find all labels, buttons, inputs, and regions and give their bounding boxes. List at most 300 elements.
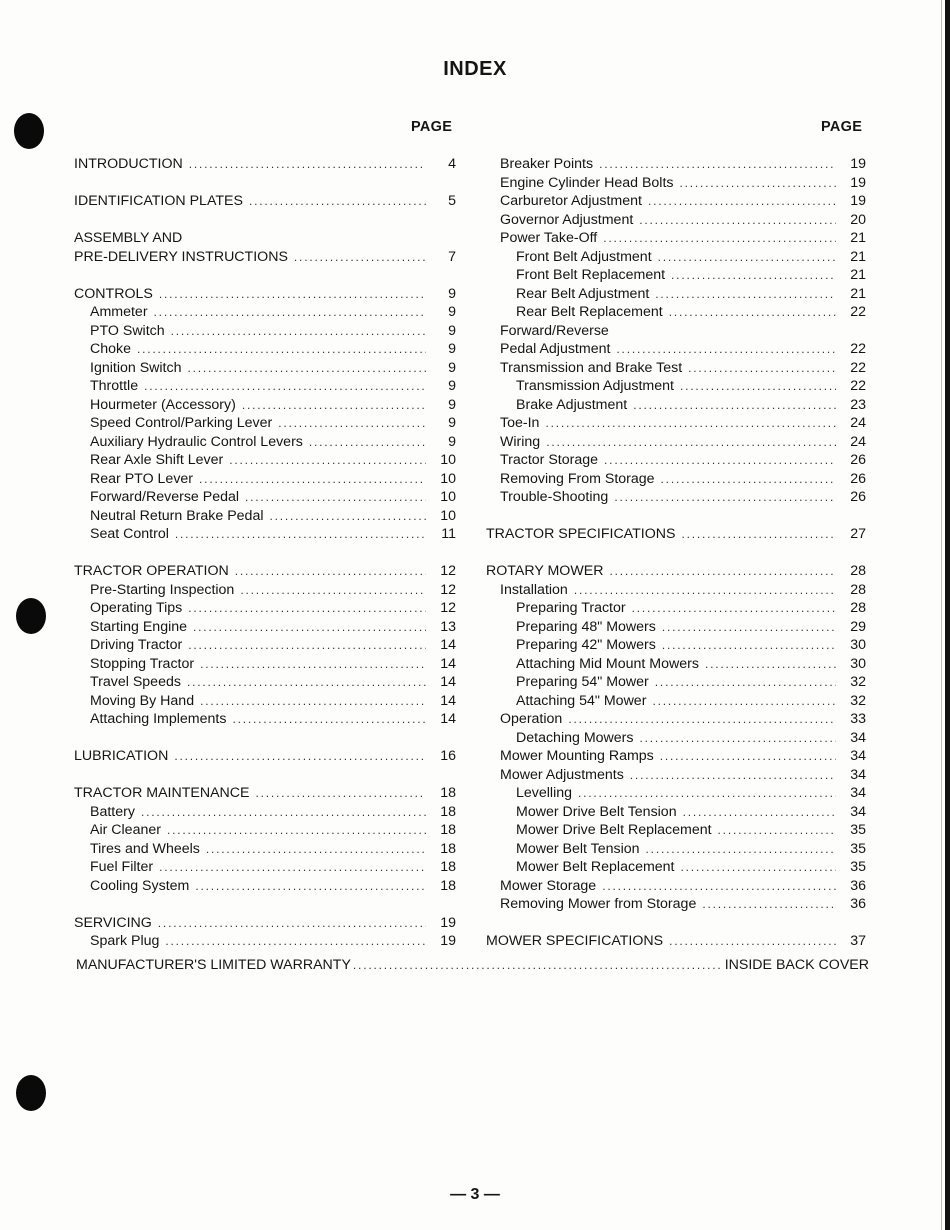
index-entry[interactable] [74, 599, 456, 618]
index-entry[interactable] [486, 581, 866, 600]
index-entry-label: MANUFACTURER'S LIMITED WARRANTY [76, 957, 351, 973]
index-entry[interactable] [486, 784, 866, 803]
index-entry[interactable] [486, 747, 866, 766]
dot-leader [294, 248, 426, 267]
dot-leader [144, 377, 426, 396]
index-entry-page: 19 [850, 174, 866, 191]
index-entry[interactable] [486, 710, 866, 729]
dot-leader [681, 858, 837, 877]
index-entry-page: 18 [440, 822, 456, 838]
index-entry-page: 12 [440, 563, 456, 579]
index-entry-label: Trouble-Shooting [500, 489, 609, 505]
index-entry-label: Carburetor Adjustment [500, 193, 642, 209]
index-entry[interactable] [74, 784, 456, 803]
index-entry[interactable] [486, 840, 866, 859]
index-entry-label: TRACTOR OPERATION [74, 563, 229, 579]
index-entry[interactable] [486, 895, 866, 914]
index-entry-page: 10 [440, 470, 456, 487]
page-title: INDEX [443, 58, 507, 80]
dot-leader [232, 710, 426, 729]
index-entry-page: 35 [850, 840, 866, 857]
index-entry[interactable] [486, 192, 866, 211]
index-entry [486, 322, 866, 341]
index-entry-page: 21 [850, 285, 866, 302]
dot-leader [141, 803, 426, 822]
index-entry[interactable] [486, 340, 866, 359]
dot-leader [660, 747, 836, 766]
index-entry-label: TRACTOR SPECIFICATIONS [486, 526, 676, 542]
index-entry-label: Rear Belt Replacement [516, 304, 663, 320]
dot-leader [165, 932, 426, 951]
index-entry[interactable] [486, 932, 866, 951]
dot-leader [604, 451, 836, 470]
index-entry-label: Rear PTO Lever [90, 470, 194, 487]
index-entry[interactable] [74, 932, 456, 951]
warranty-entry[interactable] [76, 957, 869, 973]
index-entry-label: Mower Belt Replacement [516, 859, 675, 875]
index-entry-page: 18 [440, 785, 456, 801]
index-entry-label: Breaker Points [500, 156, 594, 172]
index-entry[interactable] [486, 636, 866, 655]
dot-leader [154, 303, 426, 322]
dot-leader [702, 895, 836, 914]
index-entry-page: 14 [440, 637, 456, 653]
index-entry[interactable] [74, 488, 456, 507]
index-entry-label: INTRODUCTION [74, 156, 183, 172]
index-entry-page: 28 [850, 600, 866, 616]
index-entry-label: Moving By Hand [90, 692, 195, 709]
index-entry-page: 20 [850, 211, 866, 228]
index-entry[interactable] [74, 525, 456, 544]
dot-leader [655, 285, 836, 304]
binder-hole [16, 598, 46, 634]
dot-leader [193, 618, 426, 637]
index-entry-label: Tires and Wheels [90, 840, 200, 857]
index-entry-label: PRE-DELIVERY INSTRUCTIONS [74, 248, 288, 265]
index-entry-page: 35 [850, 859, 866, 875]
index-entry-label: Engine Cylinder Head Bolts [500, 174, 674, 191]
dot-leader [199, 470, 426, 489]
index-entry-label: Stopping Tractor [90, 655, 195, 672]
index-entry-page: 10 [440, 489, 456, 505]
index-entry-label: Air Cleaner [90, 822, 161, 838]
index-entry-label: Hourmeter (Accessory) [90, 396, 236, 413]
dot-leader [200, 692, 426, 711]
index-entry-page: 11 [441, 526, 456, 542]
dot-leader [680, 377, 836, 396]
dot-leader [578, 784, 836, 803]
dot-leader [270, 507, 427, 526]
index-entry[interactable] [74, 692, 456, 711]
index-entry[interactable] [486, 562, 866, 581]
dot-leader [705, 655, 836, 674]
index-column-right [486, 155, 866, 951]
dot-leader [200, 655, 426, 674]
index-entry-label: Preparing 42" Mowers [516, 637, 656, 653]
index-entry-label: Auxiliary Hydraulic Control Levers [90, 433, 303, 450]
index-entry[interactable] [74, 710, 456, 729]
index-entry-label: Governor Adjustment [500, 211, 634, 228]
index-entry-page: 22 [850, 304, 866, 320]
index-entry[interactable] [74, 377, 456, 396]
dot-leader [137, 340, 426, 359]
dot-leader [681, 525, 836, 544]
index-entry[interactable] [74, 359, 456, 378]
index-entry-label: Attaching 54" Mower [516, 692, 647, 709]
dot-leader [655, 673, 836, 692]
dot-leader [353, 958, 723, 972]
page-column-heading-right: PAGE [821, 119, 863, 135]
index-entry[interactable] [74, 322, 456, 341]
index-entry[interactable] [74, 285, 456, 304]
index-entry-page: 34 [850, 729, 866, 746]
index-entry[interactable] [74, 340, 456, 359]
index-entry[interactable] [74, 747, 456, 766]
dot-leader [599, 155, 836, 174]
index-entry-label: Operating Tips [90, 600, 183, 616]
index-entry-label: Forward/Reverse Pedal [90, 489, 240, 505]
index-entry[interactable] [486, 248, 866, 267]
dot-leader [187, 673, 426, 692]
index-entry[interactable] [74, 636, 456, 655]
index-entry-label: Attaching Implements [90, 711, 227, 727]
index-entry-label: Speed Control/Parking Lever [90, 415, 273, 431]
dot-leader [188, 599, 426, 618]
index-entry[interactable] [486, 174, 866, 193]
index-entry-label: PTO Switch [90, 322, 165, 339]
index-entry-page: 9 [448, 341, 456, 357]
index-entry-page: 32 [850, 692, 866, 709]
dot-leader [609, 562, 836, 581]
index-entry-label: Driving Tractor [90, 637, 183, 653]
index-entry-page: 19 [440, 914, 456, 931]
index-entry-label: Mower Mounting Ramps [500, 748, 654, 764]
index-entry-page: 18 [440, 877, 456, 894]
index-entry-page: 26 [850, 489, 866, 505]
index-entry[interactable] [74, 840, 456, 859]
index-entry [74, 229, 456, 248]
index-entry-label: MOWER SPECIFICATIONS [486, 933, 664, 949]
index-entry[interactable] [74, 655, 456, 674]
index-entry-label: Tractor Storage [500, 452, 599, 468]
index-entry[interactable] [486, 414, 866, 433]
scan-edge [945, 0, 950, 1230]
index-entry-label: Mower Storage [500, 877, 597, 894]
dot-leader [632, 599, 836, 618]
index-entry-label: Installation [500, 581, 568, 598]
index-entry[interactable] [486, 766, 866, 785]
index-entry-label: Cooling System [90, 877, 190, 894]
index-entry-page: 28 [850, 563, 866, 579]
dot-leader [680, 174, 837, 193]
index-entry[interactable] [74, 451, 456, 470]
index-entry-label: Toe-In [500, 415, 540, 431]
index-entry-page: 19 [850, 193, 866, 209]
dot-leader [249, 192, 426, 211]
index-entry-label: Brake Adjustment [516, 396, 628, 413]
index-entry[interactable] [486, 525, 866, 544]
index-entry-label: Preparing Tractor [516, 600, 626, 616]
index-entry-page: 36 [850, 877, 866, 894]
index-entry[interactable] [74, 673, 456, 692]
index-entry-label: Rear Axle Shift Lever [90, 452, 224, 468]
index-entry[interactable] [74, 914, 456, 933]
dot-leader [688, 359, 836, 378]
dot-leader [159, 285, 426, 304]
index-entry[interactable] [74, 507, 456, 526]
index-entry-page: INSIDE BACK COVER [724, 957, 869, 973]
index-entry-label: Mower Adjustments [500, 766, 624, 783]
index-entry[interactable] [74, 414, 456, 433]
index-entry-label: ROTARY MOWER [486, 563, 604, 579]
dot-leader [603, 229, 836, 248]
dot-leader [546, 433, 836, 452]
index-entry-page: 26 [850, 470, 866, 487]
index-entry-label: Forward/Reverse [500, 322, 609, 339]
index-entry-label: Travel Speeds [90, 674, 181, 690]
index-entry-page: 9 [448, 322, 456, 339]
dot-leader [718, 821, 836, 840]
index-entry[interactable] [74, 803, 456, 822]
index-entry[interactable] [486, 285, 866, 304]
index-entry[interactable] [74, 858, 456, 877]
index-entry-label: TRACTOR MAINTENANCE [74, 785, 250, 801]
index-entry-page: 34 [850, 748, 866, 764]
index-entry-label: Fuel Filter [90, 859, 154, 875]
index-entry[interactable] [486, 599, 866, 618]
index-entry-label: Operation [500, 711, 563, 727]
index-entry-page: 26 [850, 452, 866, 468]
dot-leader [188, 636, 426, 655]
dot-leader [195, 877, 426, 896]
page-column-heading-left: PAGE [411, 119, 453, 135]
dot-leader [639, 211, 836, 230]
index-entry-label: ASSEMBLY AND [74, 230, 183, 246]
index-entry-label: Rear Belt Adjustment [516, 285, 650, 302]
index-entry-page: 36 [850, 896, 866, 912]
index-entry[interactable] [486, 266, 866, 285]
dot-leader [187, 359, 426, 378]
index-entry[interactable] [486, 470, 866, 489]
dot-leader [158, 914, 426, 933]
index-entry-page: 12 [440, 600, 456, 616]
index-entry[interactable] [74, 618, 456, 637]
dot-leader [245, 488, 426, 507]
dot-leader [662, 636, 836, 655]
index-column-left [74, 155, 456, 951]
index-entry-page: 7 [448, 248, 456, 265]
index-entry[interactable] [74, 192, 456, 211]
dot-leader [229, 451, 426, 470]
index-entry-page: 34 [850, 766, 866, 783]
index-entry[interactable] [486, 451, 866, 470]
index-entry-page: 9 [448, 304, 456, 320]
index-entry[interactable] [486, 729, 866, 748]
dot-leader [662, 618, 836, 637]
index-entry-page: 37 [850, 933, 866, 949]
index-entry-page: 18 [440, 859, 456, 875]
index-entry[interactable] [486, 655, 866, 674]
index-entry-page: 24 [850, 415, 866, 431]
index-entry-page: 16 [440, 748, 456, 764]
index-entry-page: 13 [440, 618, 456, 635]
index-entry-label: Neutral Return Brake Pedal [90, 507, 264, 524]
dot-leader [661, 470, 836, 489]
index-entry-page: 14 [440, 692, 456, 709]
dot-leader [240, 581, 426, 600]
index-entry-page: 14 [440, 711, 456, 727]
index-entry-label: Detaching Mowers [516, 729, 634, 746]
index-entry-label: Seat Control [90, 526, 169, 542]
index-entry-label: Mower Drive Belt Replacement [516, 822, 712, 838]
index-entry[interactable] [74, 821, 456, 840]
dot-leader [235, 562, 426, 581]
dot-leader [174, 747, 426, 766]
index-entry[interactable] [486, 488, 866, 507]
dot-leader [646, 840, 836, 859]
dot-leader [574, 581, 836, 600]
index-entry[interactable] [486, 211, 866, 230]
scan-edge-line [941, 0, 942, 1230]
index-entry-page: 9 [448, 415, 456, 431]
index-entry[interactable] [486, 821, 866, 840]
index-entry-page: 33 [850, 711, 866, 727]
index-entry-page: 9 [448, 378, 456, 394]
index-entry-label: Removing Mower from Storage [500, 896, 697, 912]
index-entry-page: 22 [850, 378, 866, 394]
index-entry[interactable] [486, 433, 866, 452]
dot-leader [616, 340, 836, 359]
index-entry-label: Removing From Storage [500, 470, 655, 487]
index-entry-label: LUBRICATION [74, 748, 169, 764]
index-entry-label: Wiring [500, 433, 541, 450]
index-entry[interactable] [486, 877, 866, 896]
binder-hole [14, 113, 44, 149]
dot-leader [189, 155, 426, 174]
index-entry-page: 35 [850, 822, 866, 838]
dot-leader [278, 414, 426, 433]
index-entry-page: 14 [440, 674, 456, 690]
dot-leader [658, 248, 836, 267]
index-entry-label: Front Belt Replacement [516, 267, 666, 283]
index-entry-page: 12 [440, 581, 456, 598]
index-entry-label: SERVICING [74, 914, 152, 931]
index-entry-page: 4 [448, 156, 456, 172]
dot-leader [242, 396, 426, 415]
index-entry[interactable] [486, 155, 866, 174]
dot-leader [171, 322, 426, 341]
index-entry[interactable] [486, 396, 866, 415]
index-entry-page: 21 [850, 230, 866, 246]
index-entry-page: 14 [440, 655, 456, 672]
index-entry-label: Attaching Mid Mount Mowers [516, 655, 699, 672]
index-entry-page: 27 [850, 526, 866, 542]
index-entry-label: Mower Belt Tension [516, 840, 640, 857]
dot-leader [669, 932, 836, 951]
index-entry-label: Transmission and Brake Test [500, 359, 683, 376]
index-entry-page: 28 [850, 581, 866, 598]
index-entry-page: 22 [850, 359, 866, 376]
index-entry-page: 19 [440, 933, 456, 949]
index-entry[interactable] [486, 229, 866, 248]
index-entry-label: IDENTIFICATION PLATES [74, 193, 243, 209]
index-entry-page: 9 [448, 433, 456, 450]
index-entry[interactable] [486, 858, 866, 877]
index-entry-label: Preparing 54" Mower [516, 674, 649, 690]
index-entry-label: Levelling [516, 785, 573, 801]
index-entry-label: Pedal Adjustment [500, 341, 611, 357]
index-entry[interactable] [74, 562, 456, 581]
index-entry[interactable] [74, 303, 456, 322]
index-entry-page: 18 [440, 803, 456, 820]
index-entry-page: 29 [850, 618, 866, 635]
index-entry[interactable] [486, 803, 866, 822]
index-entry[interactable] [74, 433, 456, 452]
index-entry-label: Battery [90, 803, 135, 820]
index-entry-label: Ammeter [90, 304, 148, 320]
index-entry-page: 34 [850, 785, 866, 801]
index-entry[interactable] [486, 359, 866, 378]
index-entry-page: 10 [440, 452, 456, 468]
index-entry-page: 21 [850, 248, 866, 265]
index-entry[interactable] [74, 581, 456, 600]
dot-leader [633, 396, 836, 415]
dot-leader [630, 766, 836, 785]
dot-leader [159, 858, 426, 877]
index-entry[interactable] [486, 673, 866, 692]
binder-hole [16, 1075, 46, 1111]
dot-leader [602, 877, 836, 896]
index-entry[interactable] [74, 877, 456, 896]
index-entry-page: 30 [850, 655, 866, 672]
index-entry-page: 34 [850, 803, 866, 820]
index-entry-label: CONTROLS [74, 285, 153, 302]
dot-leader [648, 192, 836, 211]
index-entry[interactable] [486, 303, 866, 322]
dot-leader [167, 821, 426, 840]
index-entry-page: 24 [850, 433, 866, 450]
index-entry-label: Mower Drive Belt Tension [516, 803, 677, 820]
dot-leader [683, 803, 836, 822]
index-entry-page: 22 [850, 341, 866, 357]
index-entry-label: Power Take-Off [500, 230, 598, 246]
index-entry[interactable] [74, 155, 456, 174]
index-entry-label: Preparing 48" Mowers [516, 618, 656, 635]
dot-leader [568, 710, 836, 729]
index-entry-page: 30 [850, 637, 866, 653]
dot-leader [614, 488, 836, 507]
index-entry[interactable] [74, 470, 456, 489]
dot-leader [309, 433, 426, 452]
index-entry-page: 19 [850, 156, 866, 172]
index-entry-page: 23 [850, 396, 866, 413]
index-entry-page: 9 [448, 396, 456, 413]
index-entry[interactable] [74, 248, 456, 267]
index-entry-label: Pre-Starting Inspection [90, 581, 235, 598]
dot-leader [256, 784, 426, 803]
index-entry-label: Choke [90, 341, 132, 357]
index-entry-label: Spark Plug [90, 933, 160, 949]
dot-leader [669, 303, 836, 322]
index-entry[interactable] [74, 396, 456, 415]
index-entry[interactable] [486, 692, 866, 711]
index-entry-page: 18 [440, 840, 456, 857]
index-entry-page: 9 [448, 359, 456, 376]
index-entry[interactable] [486, 377, 866, 396]
index-entry[interactable] [486, 618, 866, 637]
index-entry-page: 5 [448, 193, 456, 209]
page-number: — 3 — [450, 1186, 500, 1203]
